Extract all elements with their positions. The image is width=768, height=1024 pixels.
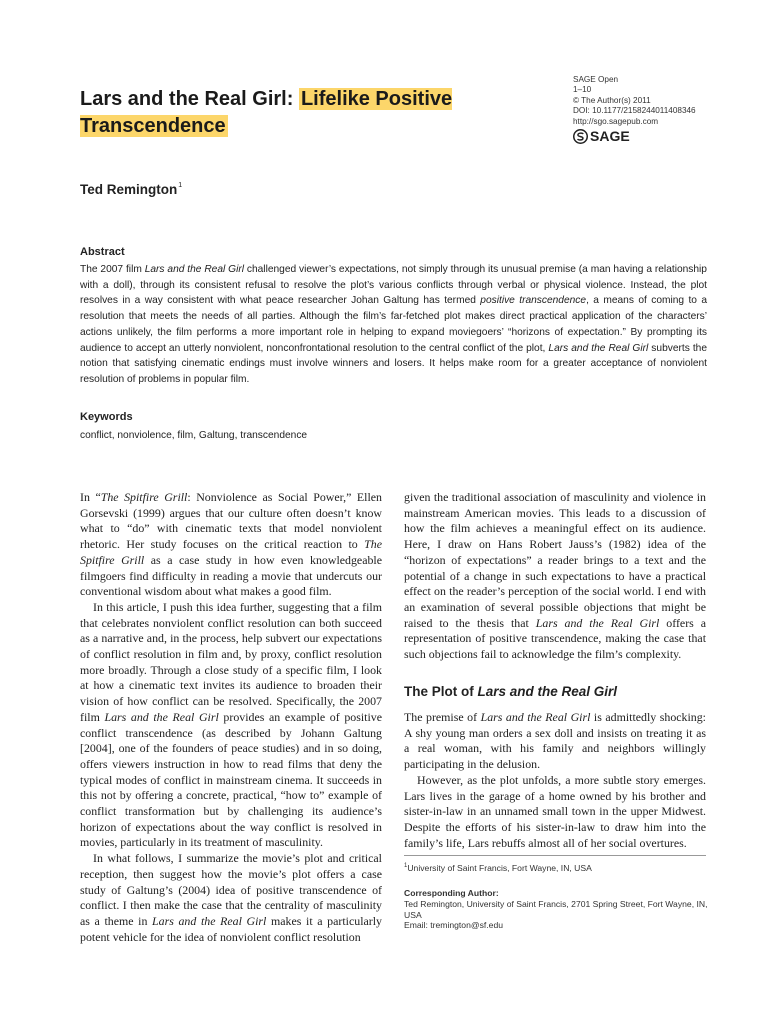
text-run: as a case study in how even knowledgeable filmgoers find difficulty in reading a movie that undercuts our conventional wisdom about what makes a good film. — [80, 552, 383, 599]
abstract-film-title: Lars and the Real Girl — [144, 264, 244, 275]
film-title: Lars and the Real Girl — [480, 710, 591, 724]
journal-url[interactable]: http://sgo.sagepub.com — [573, 116, 659, 126]
body-column-left — [80, 490, 382, 945]
affiliation-marker: 1 — [404, 863, 408, 869]
corresponding-author-address: Ted Remington, University of Saint Francis, 2701 Spring Street, Fort Wayne, IN, USA — [404, 898, 708, 920]
corresponding-author-heading: Corresponding Author: — [404, 888, 499, 898]
corresponding-author — [404, 888, 714, 931]
film-title: The Spitfire Grill — [80, 537, 382, 567]
plot-section-body — [404, 710, 706, 851]
text-run: given the traditional association of masculinity and violence in mainstream American movies. This leads to a discussion of how the film achieves a meaningful effect on its audience. Here, I draw on Hans Robert Jauss’s (1982) idea of the “horizon of expectations” a reader brings to a text and the potential of a change in such expectations to have a practical effect on the reader’s perception of the social world. I end with an examination of several possible objections that might be raised to the thesis that — [404, 490, 706, 630]
text-run: provides an example of positive conflict transcendence (as described by Johann Galtung [2004], one of the founders of peace studies) and in so doing, offers viewers instruction in how to read films that deny the typical modes of conflict in mainstream cinema. It succeeds in this not by offering a concrete, practical, “how to” example of conflict transformation but by challenging its audience’s horizon of expectations about the way conflict is resolved in movies, particularly in its treatment of masculinity. — [80, 709, 382, 850]
journal-doi[interactable]: DOI: 10.1177/2158244011408346 — [573, 106, 696, 116]
abstract-segment: , a means of coming to a resolution that meets the needs of all parties. Although the film’s far-fetched plot makes direct practical application of the characters’ actions unlikely, the film performs a more important role in helping to expand moviegoers’ “horizons of expectation.” By prompting its audience to accept an utterly nonviolent, nonconfrontational resolution to the central conflict of the plot, — [80, 295, 708, 354]
title-highlighted: Lifelike Positive Transcendence — [80, 88, 453, 137]
text-run: offers a representation of positive transcendence, making the case that such objections fail to acknowledge the film’s complexity. — [404, 615, 706, 662]
author-name — [80, 182, 182, 197]
section-heading-plot — [404, 684, 617, 699]
abstract-heading: Abstract — [80, 246, 125, 258]
abstract-segment: challenged viewer’s expectations, not simply through its unusual premise (a man having a relationship with a doll), through its consistent refusal to resolve the plot’s various conflicts through verbal or physical violence. Instead, the plot resolves in a way consistent with what peace researcher Johan Galtung has termed — [80, 264, 707, 307]
text-run: makes it a particularly potent vehicle for the idea of nonviolent conflict resolution — [80, 913, 382, 944]
film-title: Lars and the Real Girl — [152, 913, 267, 928]
author-name-text: Ted Remington — [80, 182, 178, 197]
sage-logo — [573, 129, 723, 144]
text-run: The premise of — [404, 710, 481, 724]
text-run: In this article, I push this idea further, suggesting that a film that celebrates nonviolent conflict resolution can both succeed as a narrative and, in the process, help subvert our expectations of conflict resolution in film and, by proxy, conflict resolution more broadly. Through a close study of a specific film, I look at how a cinematic text invites its audience to broaden their vision of how conflict can be resolved. Specifically, the 2007 film — [80, 599, 382, 724]
heading-film-title: Lars and the Real Girl — [477, 684, 618, 699]
heading-text: The Plot of — [404, 684, 478, 699]
film-title: Lars and the Real Girl — [535, 615, 660, 630]
corresponding-author-email[interactable]: Email: tremington@sf.edu — [404, 920, 504, 931]
body-paragraph — [80, 490, 382, 600]
body-paragraph — [80, 851, 382, 945]
text-run: : Nonviolence as Social Power,” Ellen Gorsevski (1999) argues that our culture often doesn’t know what to “do” with cinematic texts that model nonviolent rhetoric. Her study focuses on the critical reaction to — [80, 490, 383, 552]
sage-swirl-icon — [573, 129, 588, 144]
keywords-heading: Keywords — [80, 411, 133, 423]
author-affiliation-marker: 1 — [178, 182, 183, 189]
text-run: is admittedly shocking: A shy young man orders a sex doll and insists on treating it as a real woman, with his family and neighbors willingly participating in the delusion. — [404, 710, 706, 772]
body-paragraph: However, as the plot unfolds, a more subtle story emerges. Lars lives in the garage of a home owned by his brother and sister-in-law in an unnamed small town in the upper Midwest. Despite the efforts of his sister-in-law to draw him into the family’s life, Lars rebuffs almost all of her social overtures. — [404, 772, 706, 850]
body-paragraph — [404, 490, 706, 663]
film-title: Lars and the Real Girl — [104, 709, 219, 724]
footnote-divider — [404, 855, 706, 856]
sage-logo-text: SAGE — [590, 128, 630, 145]
article-title — [80, 86, 550, 140]
affiliation-text: University of Saint Francis, Fort Wayne, IN, USA — [407, 863, 592, 873]
abstract-segment: The 2007 film — [80, 264, 145, 275]
journal-copyright: © The Author(s) 2011 — [573, 95, 651, 105]
keywords-list: conflict, nonviolence, film, Galtung, transcendence — [80, 430, 308, 441]
title-main: Lars and the Real Girl: — [80, 88, 299, 110]
text-run: In what follows, I summarize the movie’s plot and critical reception, then suggest how the movie’s plot offers a case study of Galtung’s (2004) idea of positive transcendence of conflict. I then make the case that the centrality of masculinity as a theme in — [80, 851, 382, 928]
body-column-right — [404, 490, 706, 663]
text-run: In “ — [80, 490, 101, 504]
abstract-text — [80, 262, 707, 388]
body-paragraph — [404, 710, 706, 773]
body-paragraph — [80, 600, 382, 851]
journal-info — [573, 75, 723, 144]
author-affiliation — [404, 863, 706, 873]
film-title: The Spitfire Grill — [100, 490, 188, 504]
abstract-film-title: Lars and the Real Girl — [548, 342, 649, 354]
abstract-segment: subverts the notion that satisfying cinematic endings must involve winners and losers. It helps make room for a greater acceptance of nonviolent resolution of problems in popular film. — [80, 342, 707, 385]
journal-pages: 1–10 — [573, 85, 592, 95]
journal-name: SAGE Open — [573, 75, 619, 84]
abstract-term: positive transcendence — [480, 295, 587, 307]
